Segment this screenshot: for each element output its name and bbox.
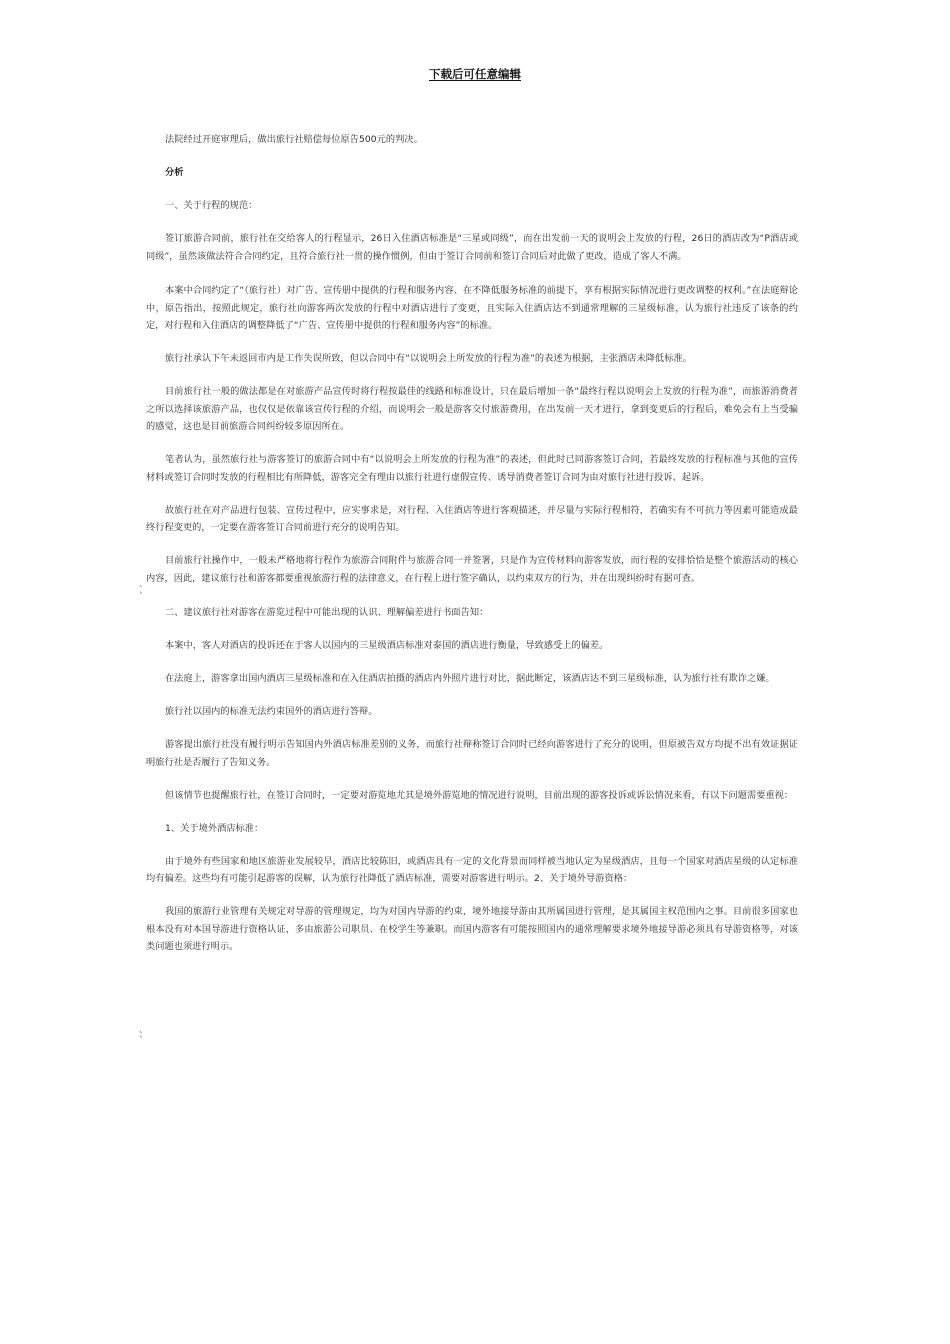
subheading-itinerary: 一、关于行程的规范： <box>165 200 258 211</box>
paragraph-agency-defense: 旅行社以国内的标准无法约束国外的酒店进行答辩。 <box>165 706 378 717</box>
subheading-overseas-hotel: 1、关于境外酒店标准： <box>165 822 264 834</box>
margin-mark: ˎ <box>139 578 144 588</box>
paragraph-verdict: 法院经过开庭审理后，做出旅行社赔偿每位原告500元的判决。 <box>165 134 423 145</box>
paragraph-author-opinion: 笔者认为，虽然旅行社与游客签订的旅游合同中有“以说明会上所发放的行程为准”的表述，但此时已同游客签订合同，若最终发放的行程标准与其他的宣传材料或签订合同时发放的行程相比有所降低，游客完全有理由以旅行社进行虚假宣传、诱导消费者签订合同为由对旅行社进行投诉、起诉。 <box>146 454 798 483</box>
paragraph-hotel-complaint: 本案中，客人对酒店的投诉还在于客人以国内的三星级酒店标准对泰国的酒店进行衡量，导致感受上的偏差。 <box>165 640 609 651</box>
paragraph-reminder: 但该情节也提醒旅行社，在签订合同时，一定要对游览地尤其是境外游览地的情况进行说明，目前出现的游客投诉或诉讼情况来看，有以下问题需要重视： <box>165 789 794 801</box>
header-title: 下载后可任意编辑 <box>429 67 521 81</box>
margin-mark: ˋ <box>139 592 144 602</box>
margin-mark: ˋ <box>139 1036 144 1046</box>
subheading-written-notice: 二、建议旅行社对游客在游览过程中可能出现的认识、理解偏差进行书面告知： <box>165 607 489 618</box>
document-body <box>146 131 798 971</box>
paragraph-common-practice: 目前旅行社一般的做法都是在对旅游产品宣传时将行程按最佳的线路和标准设计，只在最后增加一条“最终行程以说明会上发放的行程为准”，而旅游消费者之所以选择该旅游产品，也仅仅是依靠该宣传行程的介绍，而说明会一般是游客交付旅游费用，在出发前一天才进行，拿到变更后的行程后，难免会有上当受骗的感觉，这也是目前旅游合同纠纷较多原因所在。 <box>146 386 798 432</box>
page-header <box>0 66 950 82</box>
paragraph-objective-description: 故旅行社在对产品进行包装、宣传过程中，应实事求是，对行程、入住酒店等进行客观描述，并尽量与实际行程相符，若确实有不可抗力等因素可能造成最终行程变更的，一定要在游客签订合同前进行充分的说明告知。 <box>146 504 798 533</box>
paragraph-itinerary-signing: 目前旅行社操作中，一般未严格地将行程作为旅游合同附件与旅游合同一并签署，只是作为宣传材料向游客发放，而行程的安排恰恰是整个旅游活动的核心内容，因此，建议旅行社和游客都要重视旅游行程的法律意义，在行程上进行签字确认，以约束双方的行为，并在出现纠纷时有据可查。 <box>146 555 798 584</box>
paragraph-itinerary-change: 签订旅游合同前，旅行社在交给客人的行程显示，26日入住酒店标准是“三星或同级”，而在出发前一天的说明会上发放的行程，26日的酒店改为“P酒店或同级”，虽然该做法符合合同约定，且符合旅行社一贯的操作惯例，但由于签订合同前和签订合同后对此做了更改，造成了客人不满。 <box>146 233 798 262</box>
paragraph-agency-admission: 旅行社承认下午未返回市内是工作失误所致，但以合同中有“以说明会上所发放的行程为准”的表述为根据，主张酒店未降低标准。 <box>165 353 692 364</box>
paragraph-court-evidence: 在法庭上，游客拿出国内酒店三星级标准和在入住酒店拍摄的酒店内外照片进行对比，据此断定，该酒店达不到三星级标准，认为旅行社有欺诈之嫌。 <box>165 673 775 684</box>
paragraph-overseas-hotel: 由于境外有些国家和地区旅游业发展较早，酒店比较陈旧，或酒店具有一定的文化背景而同样被当地认定为星级酒店，且每一个国家对酒店星级的认定标准均有偏差。这些均有可能引起游客的误解，认为旅行社降低了酒店标准，需要对游客进行明示。2、关于境外导游资格： <box>146 855 798 884</box>
section-heading-analysis: 分析 <box>165 167 184 178</box>
paragraph-contract-terms: 本案中合同约定了“（旅行社）对广告、宣传册中提供的行程和服务内容、在不降低服务标准的前提下，享有根据实际情况进行更改调整的权利。”在法庭辩论中，原告指出，按照此规定，旅行社向游客两次发放的行程中对酒店进行了变更，且实际入住酒店达不到通常理解的三星级标准，认为旅行社违反了该条的约定，对行程和入住酒店的调整降低了“广告、宣传册中提供的行程和服务内容”的标准。 <box>146 285 798 331</box>
margin-mark: ˎ <box>139 1024 144 1034</box>
paragraph-notice-obligation: 游客提出旅行社没有履行明示告知国内外酒店标准差别的义务，而旅行社辩称签订合同时已经向游客进行了充分的说明，但原被告双方均提不出有效证据证明旅行社是否履行了告知义务。 <box>146 739 798 768</box>
paragraph-overseas-guide: 我国的旅游行业管理有关规定对导游的管理规定，均为对国内导游的约束，境外地接导游由其所属国进行管理，是其属国主权范围内之事。目前很多国家也根本没有对本国导游进行资格认证，多由旅游公司职员、在校学生等兼职。而国内游客有可能按照国内的通常理解要求境外地接导游必须具有导游资格等，对该类问题也须进行明示。 <box>146 906 798 952</box>
